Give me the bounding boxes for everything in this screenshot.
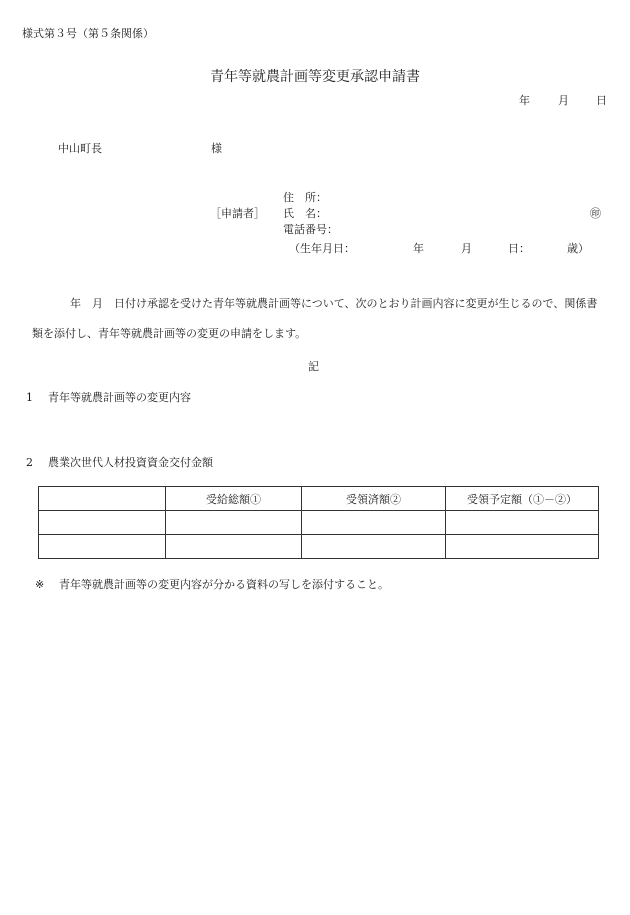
table-cell	[39, 511, 166, 535]
date-line	[519, 94, 607, 108]
addressee-honorific: 様	[211, 142, 222, 155]
birth-age-label: 歳）	[567, 242, 589, 255]
grant-amount-table	[38, 486, 599, 559]
birth-year-label: 年	[413, 242, 424, 255]
attachment-note	[35, 578, 389, 592]
table-cell	[446, 535, 599, 559]
section-2-label: 農業次世代人材投資資金交付金額	[48, 456, 213, 469]
table-header-already-received: 受領済額②	[302, 487, 446, 511]
table-cell	[446, 511, 599, 535]
section-1	[26, 391, 191, 405]
phone-label: 電話番号：	[283, 223, 338, 236]
date-month-label: 月	[558, 94, 569, 107]
table-cell	[39, 535, 166, 559]
note-text: 青年等就農計画等の変更内容が分かる資料の写しを添付すること。	[59, 578, 389, 591]
table-header-total-received: 受給総額①	[166, 487, 302, 511]
address-label: 住 所：	[283, 191, 327, 204]
seal-mark: ㊞	[590, 207, 601, 220]
section-2-number: 2	[26, 456, 33, 469]
table-cell	[302, 511, 446, 535]
section-1-number: 1	[26, 391, 33, 404]
form-number: 様式第３号（第５条関係）	[22, 27, 154, 40]
application-statement: 年 月 日付け承認を受けた青年等就農計画等について、次のとおり計画内容に変更が生じるので、関係書類を添付し、青年等就農計画等の変更の申請をします。	[32, 297, 598, 340]
section-2	[26, 456, 213, 470]
table-cell	[166, 511, 302, 535]
table-cell	[302, 535, 446, 559]
note-mark: ※	[35, 578, 45, 591]
applicant-label: ［申請者］	[210, 207, 265, 220]
table-cell	[166, 535, 302, 559]
date-day-label: 日	[596, 94, 607, 107]
table-row	[39, 535, 599, 559]
date-year-label: 年	[519, 94, 530, 107]
document-title: 青年等就農計画等変更承認申請書	[210, 69, 420, 85]
name-label: 氏 名：	[283, 207, 327, 220]
section-1-label: 青年等就農計画等の変更内容	[48, 391, 191, 404]
birth-day-label: 日：	[508, 242, 530, 255]
table-header-scheduled: 受領予定額（①－②）	[446, 487, 599, 511]
table-header-row	[39, 487, 599, 511]
birth-open-label: （生年月日：	[289, 242, 355, 255]
addressee-name: 中山町長	[58, 142, 102, 155]
birthdate-line	[289, 242, 589, 256]
birth-month-label: 月	[461, 242, 472, 255]
table-row	[39, 511, 599, 535]
table-header-blank	[39, 487, 166, 511]
ki-heading: 記	[308, 360, 319, 373]
